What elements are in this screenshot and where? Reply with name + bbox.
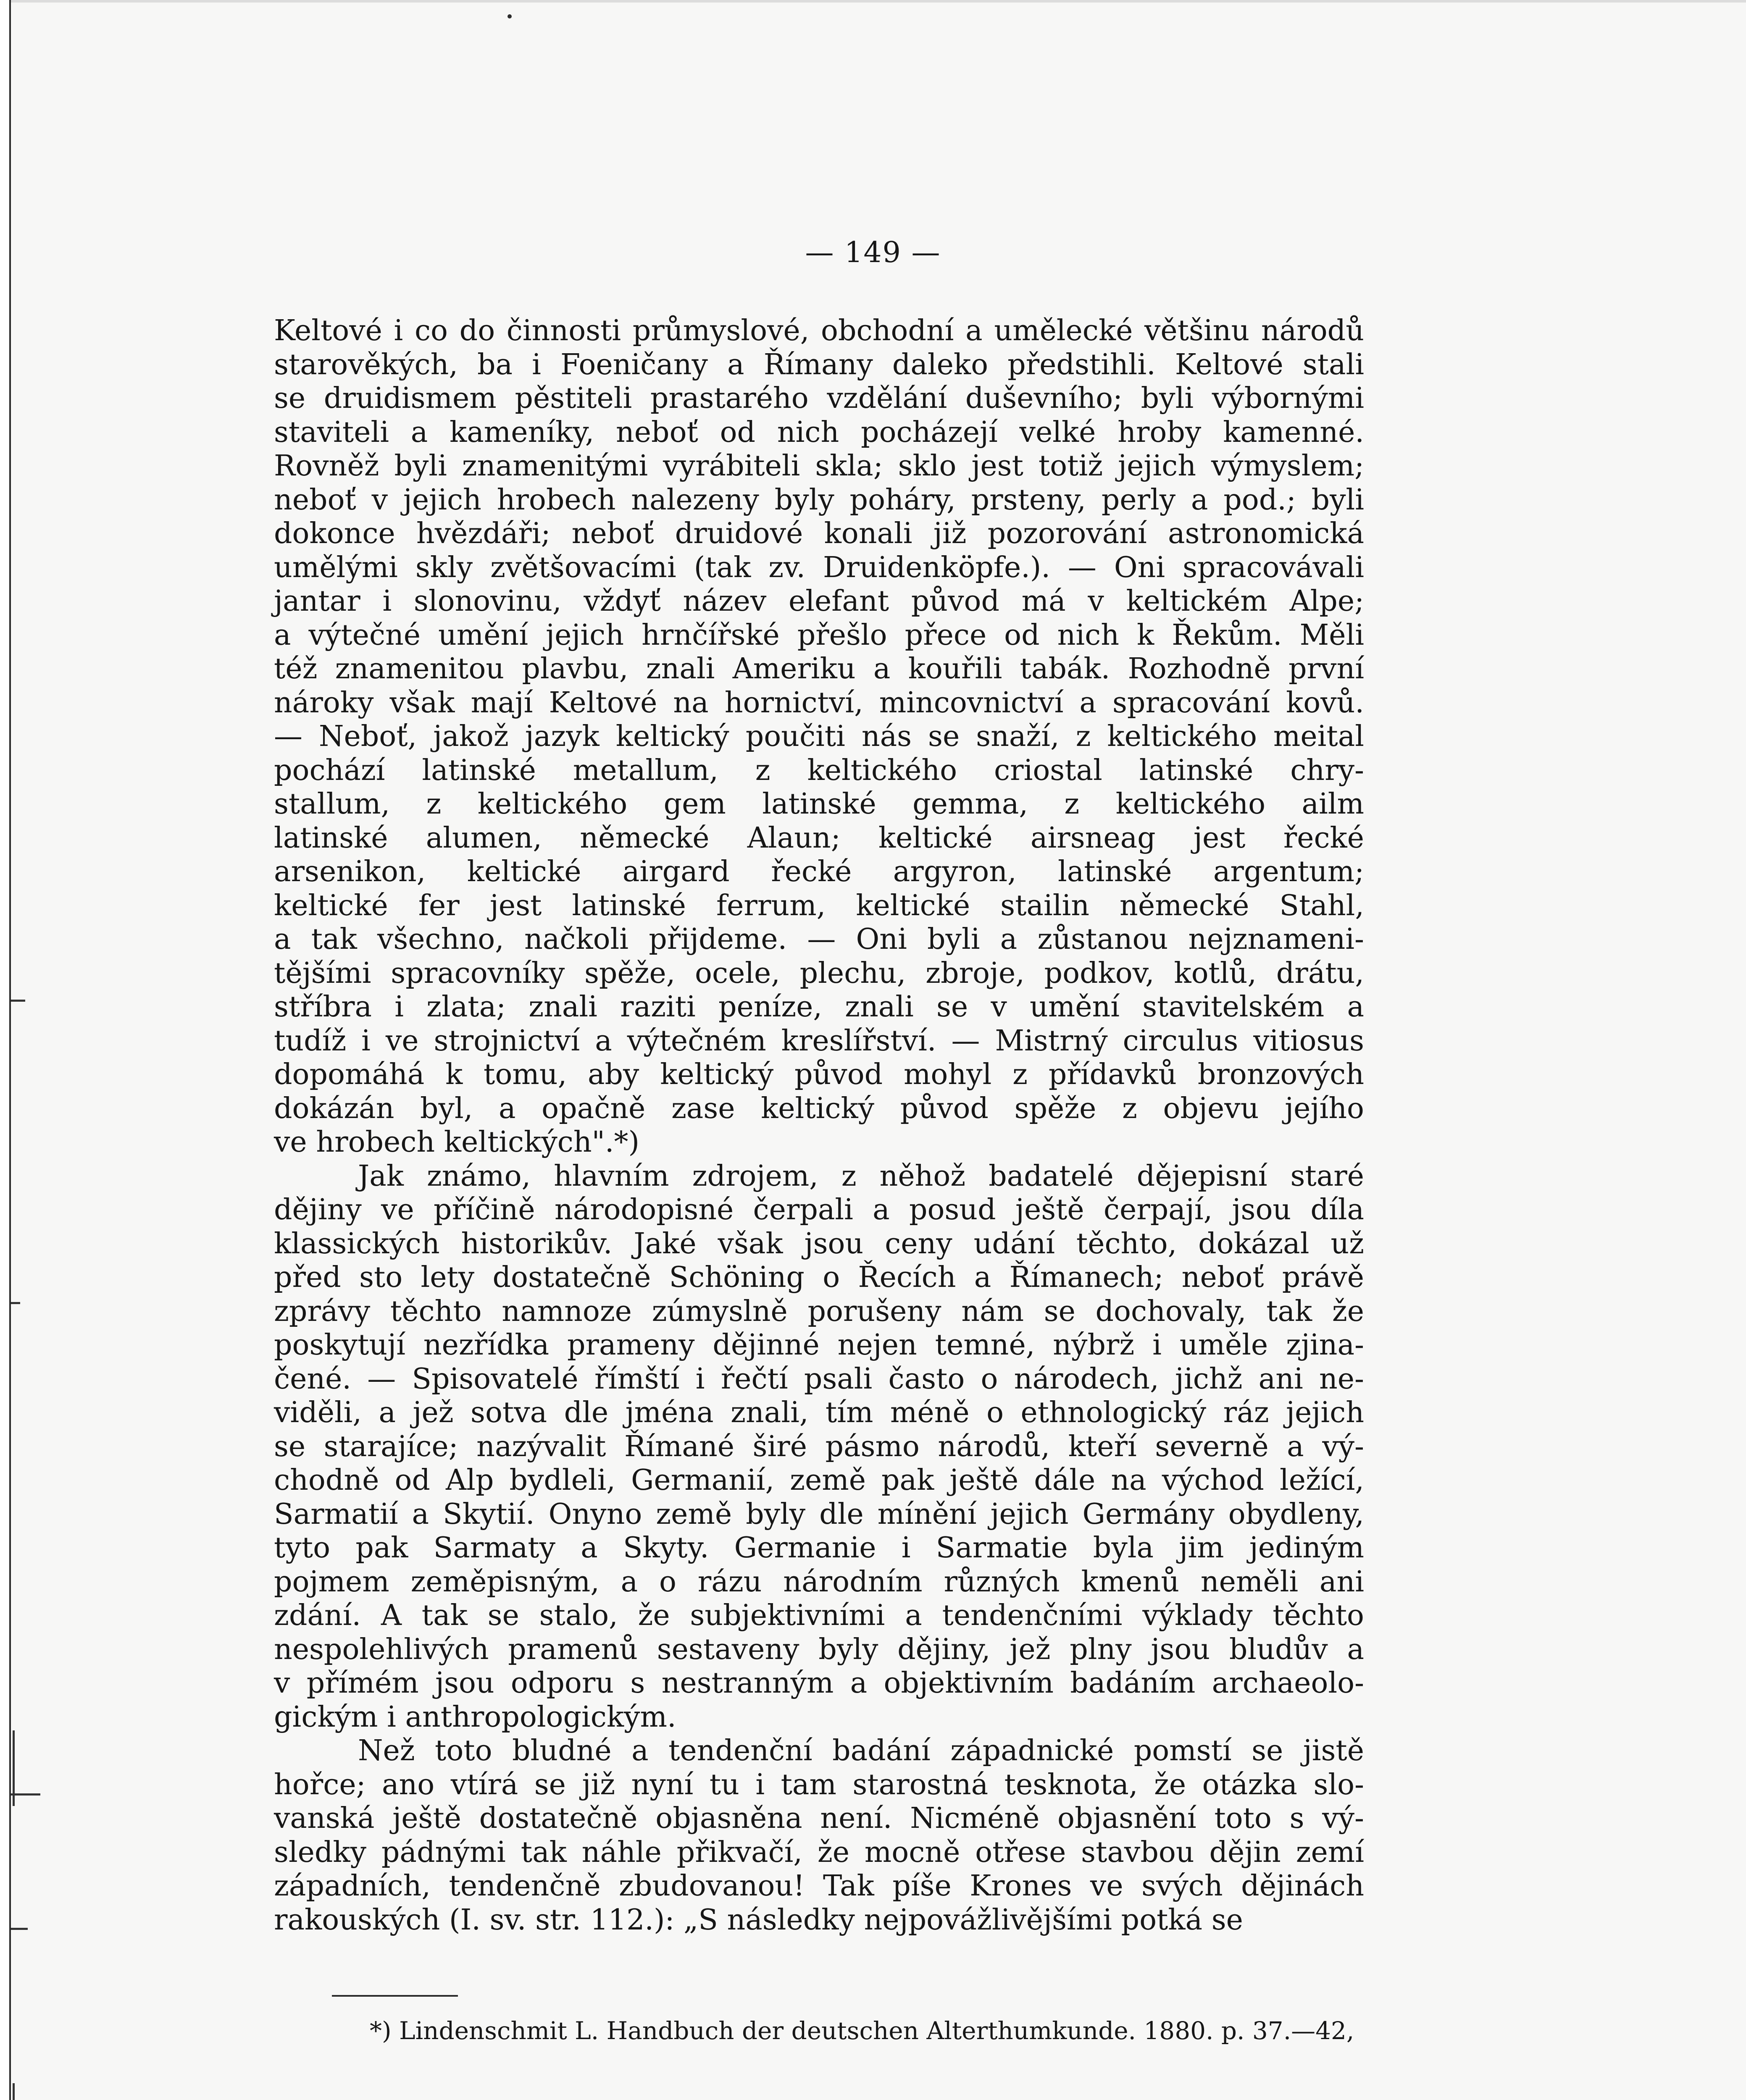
binding-mark [13, 2083, 15, 2100]
paragraph [274, 314, 1364, 1160]
text-line: Než toto bludné a tendenční badání západnické pomstí se jistě [358, 1734, 1364, 1767]
text-line: dokonce hvězdáři; neboť druidové konali již pozorování astronomická [274, 517, 1364, 550]
text-line: ve hrobech keltických".*) [274, 1126, 640, 1159]
text-line: zdání. A tak se stalo, že subjektivními a tendenčními výklady těchto [274, 1599, 1364, 1632]
text-line: pochází latinské metallum, z keltického criostal latinské chry- [274, 753, 1364, 787]
text-line: poskytují nezřídka prameny dějinné nejen temné, nýbrž i uměle zjina- [274, 1328, 1364, 1362]
text-line: rakouských (I. sv. str. 112.): „S následky nejpovážlivějšími potká se [274, 1903, 1243, 1937]
text-line: latinské alumen, německé Alaun; keltické airsneag jest řecké [274, 821, 1364, 855]
text-line: dopomáhá k tomu, aby keltický původ mohyl z přídavků bronzových [274, 1058, 1364, 1091]
paragraph [274, 1734, 1364, 1937]
text-line: nároky však mají Keltové na hornictví, mincovnictví a spracování kovů. [274, 686, 1364, 719]
text-line: arsenikon, keltické airgard řecké argyron, latinské argentum; [274, 855, 1364, 888]
text-line: též znamenitou plavbu, znali Ameriku a kouřili tabák. Rozhodně první [274, 652, 1364, 685]
text-line: a výtečné umění jejich hrnčířské přešlo přece od nich k Řekům. Měli [274, 618, 1364, 652]
text-line: pojmem zeměpisným, a o rázu národním různých kmenů neměli ani [274, 1565, 1364, 1599]
footnote: *) Lindenschmit L. Handbuch der deutschen Alterthumkunde. 1880. p. 37.—42, [370, 2016, 1354, 2045]
text-line: chodně od Alp bydleli, Germanií, země pak ještě dále na východ ležící, [274, 1464, 1364, 1497]
page-number: — 149 — [805, 236, 941, 269]
body-text [274, 314, 1364, 1937]
text-line: Keltové i co do činnosti průmyslové, obchodní a umělecké většinu národů [274, 314, 1364, 347]
ink-speck [507, 14, 512, 18]
text-line: keltické fer jest latinské ferrum, keltické stailin německé Stahl, [274, 889, 1364, 922]
text-line: neboť v jejich hrobech nalezeny byly poháry, prsteny, perly a pod.; byli [274, 483, 1364, 517]
footnote-divider [332, 1995, 458, 1997]
binding-mark [11, 1793, 40, 1796]
text-line: zprávy těchto namnoze zúmyslně porušeny nám se dochovaly, tak že [274, 1294, 1364, 1328]
text-line: tějšími spracovníky spěže, ocele, plechu, zbroje, podkov, kotlů, drátu, [274, 956, 1364, 990]
text-line: Rovněž byli znamenitými vyrábiteli skla; sklo jest totiž jejich výmyslem; [274, 449, 1364, 483]
text-line: se druidismem pěstiteli prastarého vzdělání duševního; byli výbornými [274, 382, 1364, 415]
text-line: tyto pak Sarmaty a Skyty. Germanie i Sarmatie byla jim jediným [274, 1531, 1364, 1564]
text-line: stallum, z keltického gem latinské gemma, z keltického ailm [274, 788, 1364, 821]
paragraph [274, 1160, 1364, 1735]
text-line: hořce; ano vtírá se již nyní tu i tam starostná tesknota, že otázka slo- [274, 1768, 1364, 1801]
text-line: sledky pádnými tak náhle přikvačí, že mocně otřese stavbou dějin zemí [274, 1835, 1364, 1869]
text-line: staviteli a kameníky, neboť od nich pocházejí velké hroby kamenné. [274, 415, 1364, 449]
text-line: vanská ještě dostatečně objasněna není. Nicméně objasnění toto s vý- [274, 1802, 1364, 1835]
text-line: a tak všechno, načkoli přijdeme. — Oni byli a zůstanou nejznameni- [274, 923, 1364, 956]
text-line: dějiny ve příčině národopisné čerpali a posud ještě čerpají, jsou díla [274, 1193, 1364, 1226]
text-line: jantar i slonovinu, vždyť název elefant původ má v keltickém Alpe; [274, 585, 1364, 618]
text-line: stříbra i zlata; znali raziti peníze, znali se v umění stavitelském a [274, 990, 1364, 1024]
binding-mark [13, 1730, 15, 1806]
text-line: před sto lety dostatečně Schöning o Řecích a Římanech; neboť právě [274, 1261, 1364, 1294]
scan-top-edge [0, 0, 1746, 3]
binding-mark [11, 1302, 20, 1304]
text-line: západních, tendenčně zbudovanou! Tak píše Krones ve svých dějinách [274, 1869, 1364, 1903]
text-line: Sarmatií a Skytií. Onyno země byly dle mínění jejich Germány obydleny, [274, 1497, 1364, 1531]
scan-left-edge [0, 0, 11, 2100]
text-line: — Neboť, jakož jazyk keltický poučiti nás se snaží, z keltického meital [274, 720, 1364, 753]
binding-mark [11, 1000, 25, 1002]
text-line: klassických historikův. Jaké však jsou ceny udání těchto, dokázal už [274, 1227, 1364, 1260]
text-line: starověkých, ba i Foeničany a Římany daleko předstihli. Keltové stali [274, 348, 1364, 381]
text-line: dokázán byl, a opačně zase keltický původ spěže z objevu jejího [274, 1092, 1364, 1125]
text-line: nespolehlivých pramenů sestaveny byly dějiny, jež plny jsou bludův a [274, 1633, 1364, 1666]
text-line: Jak známo, hlavním zdrojem, z něhož badatelé dějepisní staré [358, 1159, 1364, 1193]
text-line: v přímém jsou odporu s nestranným a objektivním badáním archaeolo- [274, 1667, 1364, 1700]
text-line: čené. — Spisovatelé římští i řečtí psali často o národech, jichž ani ne- [274, 1362, 1364, 1396]
text-line: se starajíce; nazývalit Římané širé pásmo národů, kteří severně a vý- [274, 1430, 1364, 1463]
text-line: viděli, a jež sotva dle jména znali, tím méně o ethnologický ráz jejich [274, 1396, 1364, 1429]
text-line: tudíž i ve strojnictví a výtečném kreslířství. — Mistrný circulus vitiosus [274, 1024, 1364, 1058]
text-line: gickým i anthropologickým. [274, 1700, 676, 1734]
binding-mark [11, 1928, 28, 1930]
text-line: umělými skly zvětšovacími (tak zv. Druidenköpfe.). — Oni spracovávali [274, 551, 1364, 584]
